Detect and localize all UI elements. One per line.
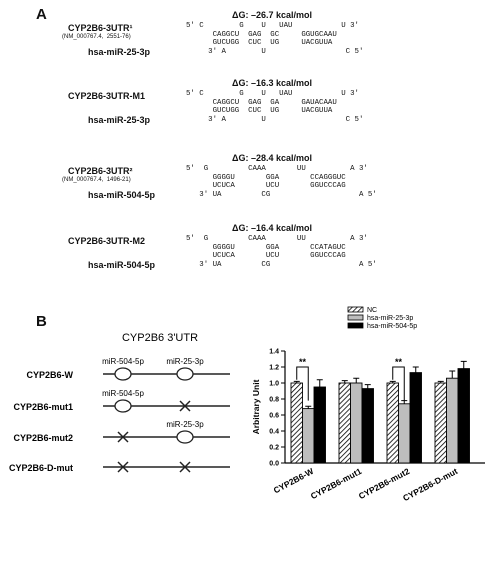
mirna-name: hsa-miR-25-3p	[88, 115, 151, 125]
duplex-line: CAGGCU GAG GC GGUGCAAU	[186, 30, 337, 39]
legend-label: hsa-miR-25-3p	[367, 315, 414, 322]
error-bar	[413, 367, 419, 373]
significance-label: **	[298, 357, 307, 367]
duplex-line: CAGGCU GAG GA GAUACAAU	[186, 98, 337, 107]
bar-hsa-mir-504-5p	[362, 389, 374, 463]
duplex-line: 3' UA CG A 5'	[186, 260, 377, 269]
duplex-line: 5' G CAAA UU A 3'	[186, 165, 368, 173]
x-tick-label: CYP2B6-mut1	[308, 465, 364, 502]
duplex-line: UCUCA UCU GGUCCCAG	[186, 252, 346, 261]
duplex-line: 5' C G U UAU U 3'	[186, 90, 359, 98]
duplex-line: GUCUGG CUC UG UACGUUA	[186, 107, 333, 116]
legend-swatch	[348, 315, 363, 320]
bar-hsa-mir-25-3p	[351, 383, 363, 463]
bar-hsa-mir-25-3p	[399, 404, 411, 463]
mirna-name: hsa-miR-504-5p	[88, 190, 156, 200]
construct-name: CYP2B6-W	[26, 370, 73, 380]
utr-site-name: CYP2B6-3UTR¹	[68, 23, 133, 33]
legend-label: hsa-miR-504-5p	[367, 323, 418, 330]
panel-a-label: A	[36, 6, 47, 23]
bar-hsa-mir-504-5p	[410, 373, 422, 463]
legend-label: NC	[367, 307, 378, 314]
x-tick-label: CYP2B6-D-mut	[401, 465, 460, 504]
significance-label: **	[394, 357, 403, 367]
legend-swatch	[348, 307, 363, 312]
utr-site-name: CYP2B6-3UTR-M1	[68, 91, 146, 101]
error-bar	[353, 378, 359, 383]
delta-g-label: ΔG: –16.4 kcal/mol	[232, 223, 313, 233]
site-mir504-intact	[115, 400, 131, 412]
mirna-name: hsa-miR-25-3p	[88, 47, 151, 57]
site-mir25-intact	[177, 368, 193, 380]
y-tick-label: 1.0	[269, 380, 279, 388]
site-mir504-intact	[115, 368, 131, 380]
duplex-line: 3' A U C 5'	[186, 47, 364, 56]
diagram-title: CYP2B6 3'UTR	[121, 332, 199, 344]
x-tick-label: CYP2B6-W	[271, 465, 316, 496]
bar-hsa-mir-25-3p	[447, 378, 459, 463]
error-bar	[317, 380, 323, 387]
utr-construct-diagram	[8, 330, 255, 473]
y-tick-label: 0.8	[269, 396, 279, 404]
accession-label: (NM_000767.4, 1496-21)	[62, 177, 131, 183]
y-tick-label: 0.4	[269, 428, 279, 436]
duplex-line: UCUCA UCU GGUCCCAG	[186, 182, 346, 191]
y-tick-label: 0.6	[269, 412, 279, 420]
construct-name: CYP2B6-D-mut	[8, 463, 73, 473]
y-tick-label: 1.2	[269, 364, 279, 372]
duplex-line: GGGGU GGA CCATAGUC	[186, 243, 346, 252]
duplex-line: 5' G CAAA UU A 3'	[186, 235, 368, 243]
y-axis-label: Arbitrary Unit	[251, 379, 261, 435]
site-mir504-label: miR-504-5p	[102, 389, 144, 398]
y-tick-label: 0.0	[269, 460, 279, 468]
bar-nc	[387, 383, 399, 463]
error-bar	[365, 385, 371, 389]
legend-swatch	[348, 323, 363, 328]
y-tick-label: 1.4	[269, 348, 279, 356]
duplex-line: 3' UA CG A 5'	[186, 190, 377, 199]
bar-nc	[435, 383, 447, 463]
luciferase-bar-chart	[245, 305, 495, 510]
duplex-line: 5' C G U UAU U 3'	[186, 22, 359, 30]
duplex-line: GUCUGG CUC UG UACGUUA	[186, 39, 333, 48]
construct-name: CYP2B6-mut1	[13, 402, 73, 412]
utr-site-name: CYP2B6-3UTR²	[68, 166, 133, 176]
error-bar	[461, 361, 467, 368]
delta-g-label: ΔG: –16.3 kcal/mol	[232, 78, 313, 88]
bar-nc	[291, 383, 303, 463]
bar-hsa-mir-504-5p	[458, 369, 470, 463]
y-tick-label: 0.2	[269, 444, 279, 452]
error-bar	[401, 401, 407, 404]
x-tick-label: CYP2B6-mut2	[356, 465, 412, 502]
bar-hsa-mir-504-5p	[314, 387, 326, 463]
accession-label: (NM_000767.4, 2551-76)	[62, 34, 131, 40]
duplex-line: GGGGU GGA CCAGGGUC	[186, 173, 346, 182]
panel-b-label: B	[36, 313, 47, 330]
delta-g-label: ΔG: –28.4 kcal/mol	[232, 153, 313, 163]
error-bar	[449, 371, 455, 378]
bar-hsa-mir-25-3p	[303, 409, 315, 463]
site-mir25-label: miR-25-3p	[166, 420, 204, 429]
mirna-name: hsa-miR-504-5p	[88, 260, 156, 270]
bar-nc	[339, 383, 351, 463]
construct-name: CYP2B6-mut2	[13, 433, 73, 443]
duplex-line: 3' A U C 5'	[186, 115, 364, 124]
utr-site-name: CYP2B6-3UTR-M2	[68, 236, 146, 246]
site-mir504-label: miR-504-5p	[102, 357, 144, 366]
site-mir25-intact	[177, 431, 193, 443]
site-mir25-label: miR-25-3p	[166, 357, 204, 366]
delta-g-label: ΔG: –26.7 kcal/mol	[232, 10, 313, 20]
